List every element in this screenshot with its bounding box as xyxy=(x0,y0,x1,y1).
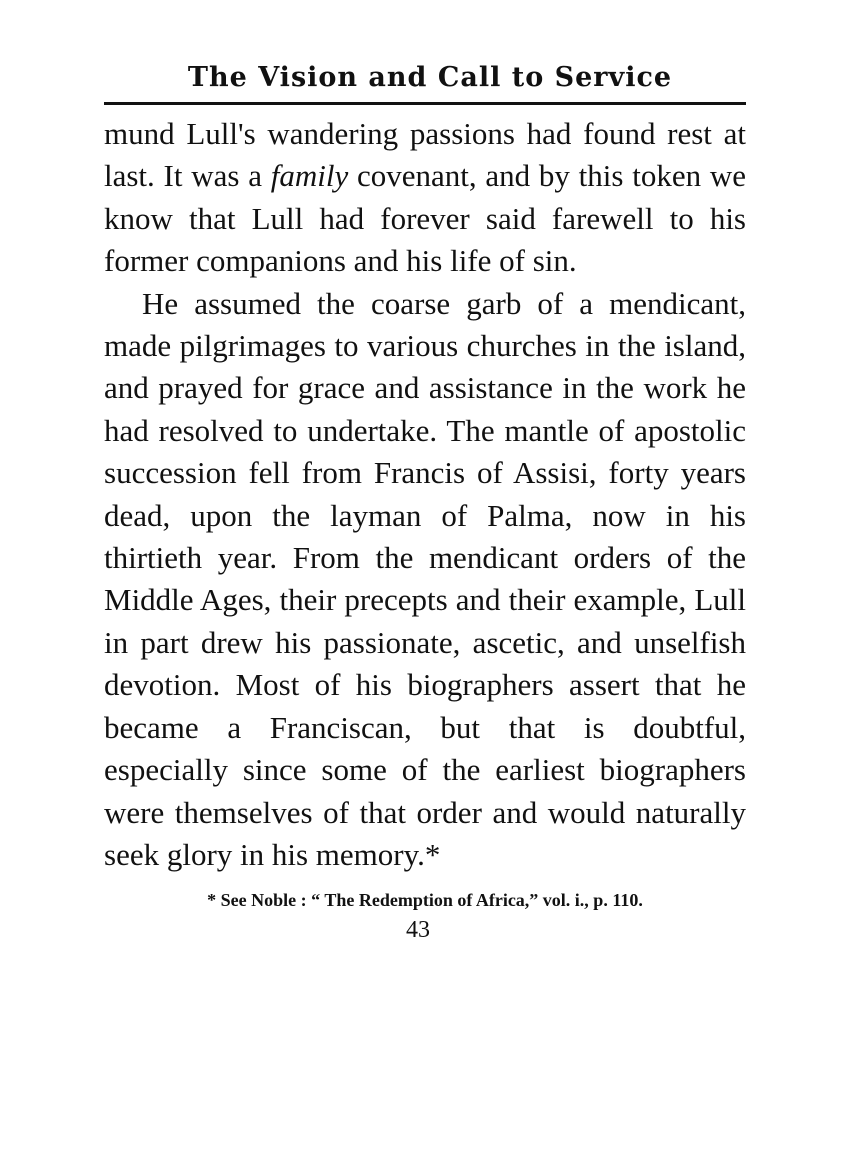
book-page xyxy=(104,60,746,944)
running-title: The Vision and Call to Service xyxy=(187,62,673,93)
italic-word: family xyxy=(270,158,349,194)
paragraph-text: mund Lull's wandering passions had found rest at last. It was a xyxy=(104,116,746,194)
paragraph-continuation xyxy=(104,113,746,283)
paragraph-text: covenant, and by this token we know that Lull had forever said farewell to his former companions and his life of sin. xyxy=(104,158,746,279)
footnote: * See Noble : “ The Redemption of Africa,” vol. i., p. 110. xyxy=(207,890,643,911)
paragraph: He assumed the coarse garb of a mendicant, made pilgrimages to various churches in the island, and prayed for grace and assistance in the work he had resolved to undertake. The mantle of apostolic succession fell from Francis of Assisi, forty years dead, upon the layman of Palma, now in his thirtieth year. From the mendicant orders of the Middle Ages, their precepts and their example, Lull in part drew his passionate, ascetic, and unselfish devotion. Most of his biographers assert that he became a Franciscan, but that is doubtful, especially since some of the earliest biographers were themselves of that order and would naturally seek glory in his memory.* xyxy=(104,285,746,872)
page-number: 43 xyxy=(406,917,430,944)
header-rule xyxy=(104,102,746,105)
body-text xyxy=(104,113,746,876)
